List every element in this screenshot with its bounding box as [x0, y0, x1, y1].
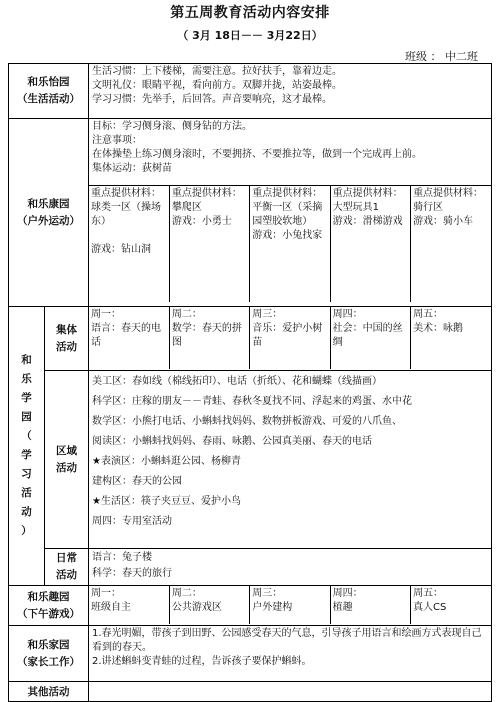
games-day-text: 周二： — [171, 588, 202, 599]
outdoor-day-text: 平衡一区（采摘园塑胶软地） — [252, 202, 323, 227]
area-line: ★生活区：筷子夹豆豆、爱护小鸟 — [92, 496, 241, 507]
study-label-char: 和 — [21, 354, 32, 366]
games-day-text: 户外建构 — [252, 602, 293, 613]
group-day-3 — [250, 307, 330, 369]
outdoor-day-text: 骑行区 — [413, 202, 444, 213]
outdoor-row — [9, 119, 492, 307]
study-label-char: 学 — [21, 449, 32, 461]
study-label-char: （ — [21, 430, 32, 442]
study-label-char: 动 — [21, 506, 32, 518]
class-label: 班级 ： 中二班 — [405, 50, 478, 63]
games-day-text: 周三： — [252, 588, 283, 599]
study-area-row — [9, 371, 492, 549]
games-day-text: 公共游戏区 — [171, 602, 222, 613]
area-line: 阅读区：小蝌蚪找妈妈、春雨、咏鹅、公园真美丽、春天的电话 — [92, 436, 372, 447]
life-line: 生活习惯：上下楼梯，需要注意。拉好扶手，靠着边走。 — [92, 66, 342, 77]
group-day-5 — [411, 307, 491, 369]
daily-line: 科学：春天的旅行 — [92, 568, 172, 579]
outdoor-day-1 — [89, 186, 169, 302]
life-line: 文明礼仪：眼睛平视，看向前方。双脚并拢，站姿最棒。 — [92, 80, 342, 91]
group-day-text: 周一： — [91, 309, 121, 320]
outdoor-content — [89, 119, 492, 307]
life-label-main: 和乐怡园 — [27, 76, 70, 88]
group-label-1: 集体 — [56, 323, 77, 336]
outdoor-day-text: 重点提供材料： — [171, 188, 242, 199]
games-label — [9, 586, 89, 626]
outdoor-day-text: 大型玩具1 — [332, 202, 380, 213]
games-content — [89, 586, 492, 626]
daily-label-1: 日常 — [56, 552, 77, 564]
games-row — [9, 586, 492, 626]
study-label-char: 乐 — [21, 373, 32, 385]
life-label — [9, 64, 89, 119]
home-line: 1.春光明媚，带孩子到田野、公园感受春天的气息，引导孩子用语言和绘画方式表现自己看到的春天。 — [92, 628, 482, 653]
outdoor-day-text: 重点提供材料： — [332, 188, 403, 199]
games-day-1 — [89, 586, 169, 624]
games-day-text: 植趣 — [332, 602, 353, 613]
daily-line: 语言：兔子楼 — [92, 552, 152, 563]
area-line: 美工区：春如线（棉线拓印）、电话（折纸）、花和蝴蝶（线描画） — [92, 376, 382, 387]
outdoor-day-4 — [330, 186, 410, 302]
group-day-text: 周三： — [252, 309, 283, 320]
group-day-2 — [169, 307, 249, 369]
home-label-main: 和乐家园 — [27, 638, 70, 651]
life-row — [9, 64, 492, 119]
date-range: （ 3月 18日－－ 3月22日） — [177, 29, 323, 42]
study-group-row — [9, 307, 492, 371]
other-row — [9, 682, 492, 702]
daily-label-2: 活动 — [56, 569, 77, 581]
area-label-1: 区域 — [56, 444, 77, 457]
outdoor-day-text: 游戏：骑小车 — [413, 216, 474, 227]
outdoor-notes: 在体操垫上练习侧身滚时，不要拥挤、不要推拉等，做到一个完成再上前。 — [92, 149, 422, 160]
area-label-2: 活动 — [56, 461, 77, 474]
study-label-char: 学 — [21, 392, 32, 404]
group-day-text: 周二： — [171, 309, 202, 320]
outdoor-day-text: 球类一区（操场东） — [91, 202, 161, 227]
outdoor-day-3 — [250, 186, 330, 302]
home-label-sub: （家长工作） — [17, 655, 80, 668]
area-line: 建构区：春天的公园 — [92, 476, 182, 487]
outdoor-day-text: 游戏：钻山洞 — [91, 244, 151, 255]
outdoor-day-text: 攀爬区 — [171, 202, 202, 213]
group-day-text: 周四： — [332, 309, 363, 320]
games-day-4 — [330, 586, 410, 624]
games-day-3 — [250, 586, 330, 624]
home-content — [89, 626, 492, 682]
group-day-text: 社会：中国的丝绸 — [332, 323, 403, 348]
study-label-char: 活 — [21, 487, 32, 499]
daily-activity-label — [45, 549, 89, 586]
study-label-char: 园 — [21, 411, 32, 423]
outdoor-day-text: 游戏：小兔找家 — [252, 230, 323, 241]
area-activity-content — [89, 371, 492, 549]
games-label-sub: （下午游戏） — [17, 607, 80, 620]
group-label-2: 活动 — [56, 340, 77, 353]
outdoor-label — [9, 119, 89, 307]
outdoor-day-text: 重点提供材料： — [413, 188, 484, 199]
outdoor-days — [89, 186, 491, 302]
group-day-text: 语言：春天的电话 — [91, 323, 161, 348]
outdoor-day-text: 重点提供材料： — [91, 188, 161, 199]
other-label: 其他活动 — [9, 682, 89, 702]
area-line: 科学区：庄稼的朋友－－青蛙、春秋冬夏找不同、浮起来的鸡蛋、水中花 — [92, 396, 412, 407]
outdoor-label-main: 和乐康园 — [27, 197, 70, 210]
group-activity-label — [45, 307, 89, 371]
study-label-char: ） — [21, 525, 32, 537]
outdoor-group: 集体运动：荻树苗 — [92, 163, 172, 174]
home-line: 2.讲述蝌蚪变青蛙的过程，告诉孩子要保护蝌蚪。 — [92, 656, 312, 667]
outdoor-day-text: 游戏：滑梯游戏 — [332, 216, 403, 227]
games-day-text: 周五： — [413, 588, 444, 599]
group-day-4 — [330, 307, 410, 369]
outdoor-goal: 目标：学习侧身滚、侧身钻的方法。 — [92, 121, 252, 132]
games-day-text: 周四： — [332, 588, 363, 599]
group-activity-content — [89, 307, 492, 371]
daily-activity-content — [89, 549, 492, 586]
life-label-sub: （生活活动） — [17, 93, 80, 105]
schedule-table — [8, 63, 492, 702]
outdoor-day-2 — [169, 186, 249, 302]
games-day-5 — [411, 586, 491, 624]
group-day-1 — [89, 307, 169, 369]
area-line: ★表演区：小蝌蚪逛公园、杨柳青 — [92, 456, 241, 467]
area-activity-label — [45, 371, 89, 549]
group-day-text: 数学：春天的拼图 — [171, 323, 242, 348]
outdoor-day-5 — [411, 186, 491, 302]
group-day-text: 周五： — [413, 309, 444, 320]
area-line: 数学区：小熊打电话、小蝌蚪找妈妈、数物拼板游戏、可爱的八爪鱼、 — [92, 416, 402, 427]
study-label-char: 习 — [21, 468, 32, 480]
games-label-main: 和乐趣园 — [27, 590, 70, 603]
study-label — [9, 307, 45, 586]
other-content — [89, 682, 492, 702]
home-label — [9, 626, 89, 682]
outdoor-day-text: 重点提供材料： — [252, 188, 323, 199]
group-days — [89, 307, 491, 369]
study-daily-row — [9, 549, 492, 586]
page-title: 第五周教育活动内容安排 — [170, 5, 330, 21]
life-line: 学习习惯：先举手，后回答。声音要响亮，这才最棒。 — [92, 94, 332, 105]
outdoor-day-text: 游戏：小勇士 — [171, 216, 232, 227]
area-line: 周四：专用室活动 — [92, 516, 172, 527]
outdoor-label-sub: （户外运动） — [17, 214, 80, 227]
games-day-text: 真人CS — [413, 602, 447, 613]
games-day-2 — [169, 586, 249, 624]
group-day-text: 音乐：爱护小树苗 — [252, 323, 323, 348]
life-content — [89, 64, 492, 119]
games-day-text: 班级自主 — [91, 602, 131, 613]
games-days — [89, 586, 491, 624]
home-row — [9, 626, 492, 682]
group-day-text: 美术：咏鹅 — [413, 323, 464, 334]
outdoor-notes-label: 注意事项： — [92, 135, 142, 146]
games-day-text: 周一： — [91, 588, 121, 599]
